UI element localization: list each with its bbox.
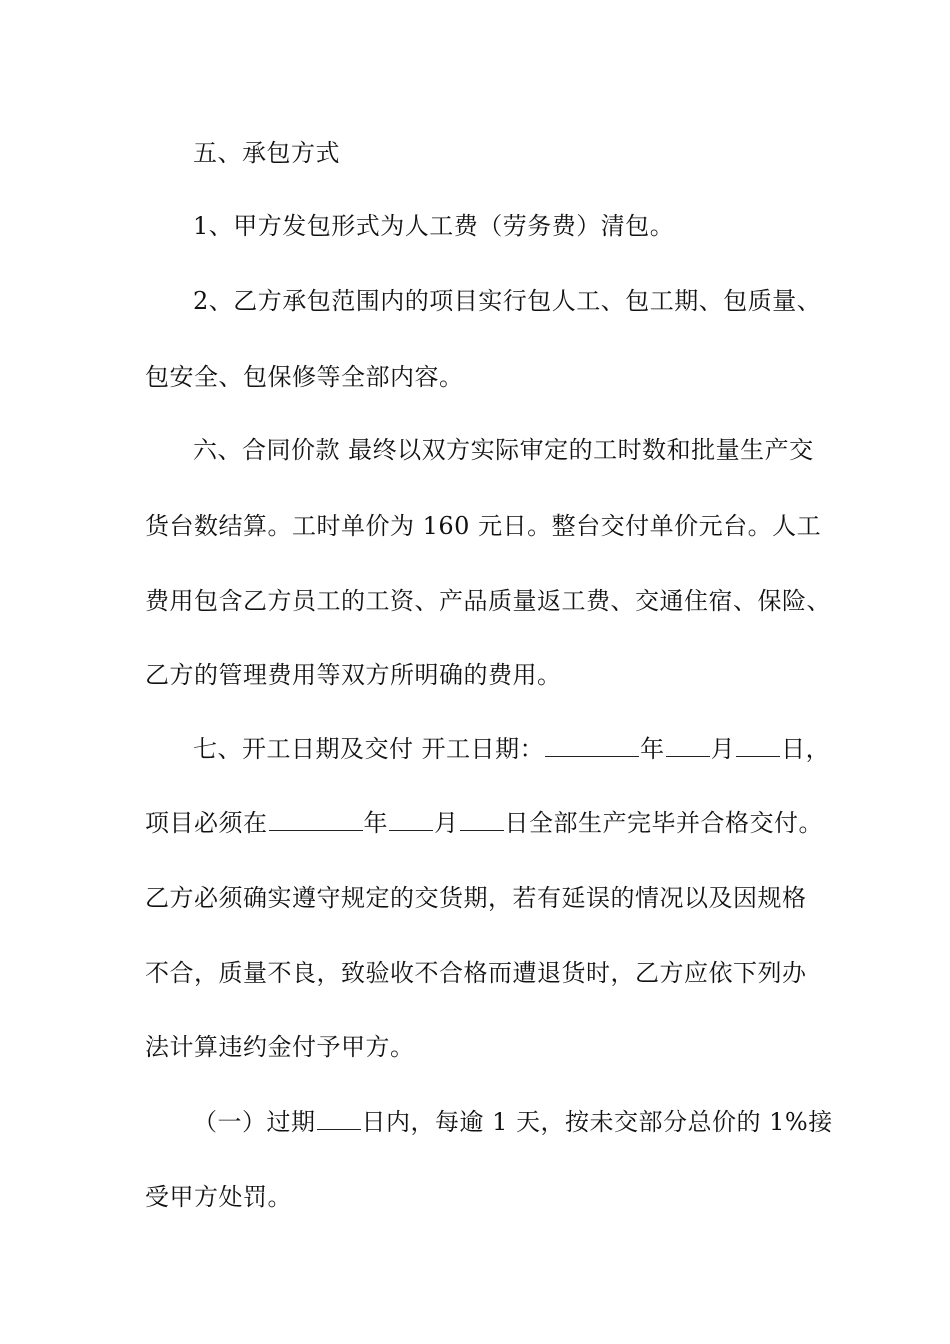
paragraph-line: 1、甲方发包形式为人工费（劳务费）清包。 [193,212,675,240]
blank-day-field [460,808,504,831]
blank-year-field [545,734,639,757]
blank-day-field [736,734,780,757]
paragraph-line: 不合，质量不良，致验收不合格而遭退货时，乙方应依下列办 [145,959,807,987]
blank-month-field [389,808,433,831]
blank-month-field [666,734,710,757]
paragraph-line-start-date [193,732,883,766]
line-text: 日， [781,735,831,763]
paragraph-line: 包安全、包保修等全部内容。 [145,363,464,391]
line-text: 年 [363,809,388,837]
line-text: 年 [640,735,665,763]
paragraph-line: 乙方必须确实遵守规定的交货期，若有延误的情况以及因规格 [145,884,807,912]
line-text: （一）过期 [193,1108,316,1136]
paragraph-line-delivery-date [145,806,835,840]
paragraph-line: 六、合同价款 最终以双方实际审定的工时数和批量生产交 [193,436,814,464]
line-text: 日内，每逾 1 天，按未交部分总价的 1%接 [361,1108,833,1136]
line-text: 月 [434,809,459,837]
line-text: 七、开工日期及交付 开工日期： [193,735,545,763]
paragraph-line: 法计算违约金付予甲方。 [145,1033,415,1061]
section-heading-contract-method: 五、承包方式 [193,139,340,167]
line-text: 月 [710,735,736,763]
blank-days-field [317,1107,361,1130]
paragraph-line: 费用包含乙方员工的工资、产品质量返工费、交通住宿、保险、 [145,587,831,615]
paragraph-line: 受甲方处罚。 [145,1183,292,1211]
line-text: 项目必须在 [145,809,268,837]
line-text: 日全部生产完毕并合格交付。 [504,809,823,837]
blank-year-field [269,808,363,831]
paragraph-line-overdue [193,1105,883,1139]
paragraph-line: 2、乙方承包范围内的项目实行包人工、包工期、包质量、 [193,287,822,315]
paragraph-line: 货台数结算。工时单价为 160 元日。整台交付单价元台。人工 [145,512,822,540]
paragraph-line: 乙方的管理费用等双方所明确的费用。 [145,661,562,689]
